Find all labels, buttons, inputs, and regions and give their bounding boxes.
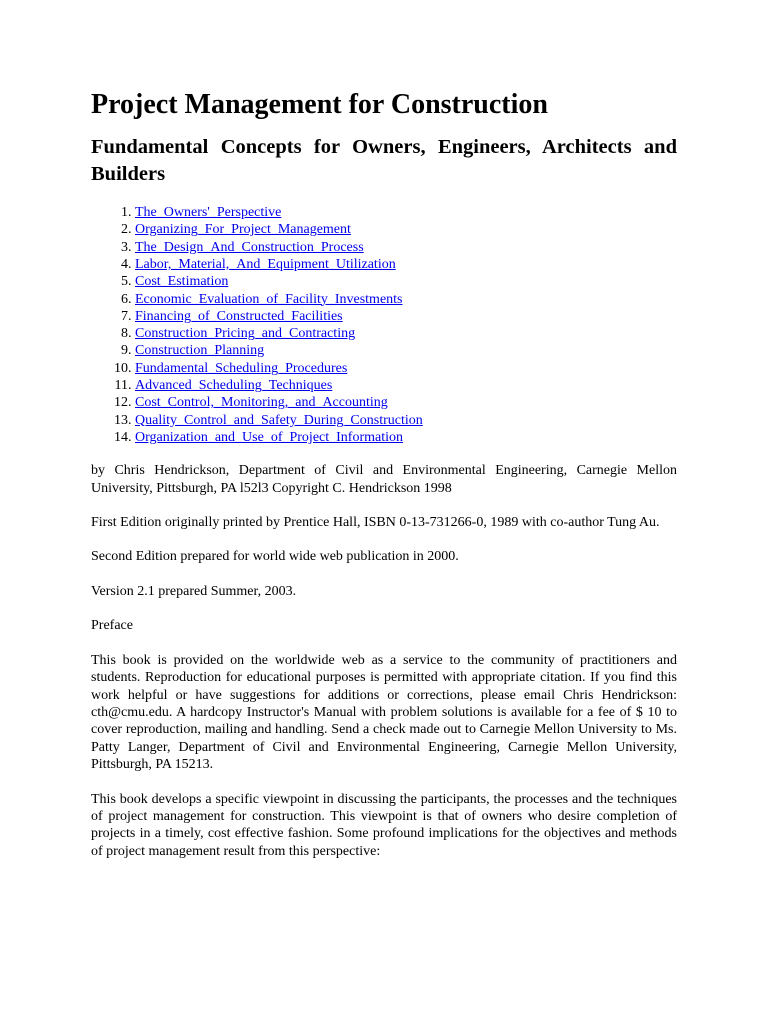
toc-item: [135, 394, 677, 411]
toc-link[interactable]: Financing_of_Constructed_Facilities: [135, 308, 343, 324]
table-of-contents: [91, 204, 677, 446]
toc-link[interactable]: Economic_Evaluation_of_Facility_Investments: [135, 291, 403, 307]
toc-item: [135, 204, 677, 221]
first-edition-note: First Edition originally printed by Prentice Hall, ISBN 0-13-731266-0, 1989 with co-author Tung Au.: [91, 515, 660, 531]
toc-link[interactable]: The_Design_And_Construction_Process: [135, 239, 364, 255]
preface-heading: Preface: [91, 618, 133, 634]
toc-item: [135, 360, 677, 377]
author-byline: by Chris Hendrickson, Department of Civil and Environmental Engineering, Carnegie Mellon University, Pittsburgh, PA l52l3 Copyright C. Hendrickson 1998: [91, 463, 677, 496]
page-subtitle: Fundamental Concepts for Owners, Engineers, Architects and Builders: [91, 135, 677, 185]
toc-link[interactable]: Fundamental_Scheduling_Procedures: [135, 360, 348, 376]
toc-item: [135, 308, 677, 325]
toc-link[interactable]: Organization_and_Use_of_Project_Information: [135, 429, 404, 445]
toc-item: [135, 429, 677, 446]
toc-item: [135, 342, 677, 359]
toc-link[interactable]: Advanced_Scheduling_Techniques: [135, 378, 333, 394]
toc-item: [135, 291, 677, 308]
toc-link[interactable]: Construction_Pricing_and_Contracting: [135, 326, 356, 342]
toc-item: [135, 239, 677, 256]
toc-item: [135, 256, 677, 273]
toc-link[interactable]: Construction_Planning: [135, 343, 265, 359]
toc-item: [135, 273, 677, 290]
toc-item: [135, 377, 677, 394]
toc-link[interactable]: Organizing_For_Project_Management: [135, 222, 351, 238]
toc-link[interactable]: Quality_Control_and_Safety_During_Construction: [135, 412, 423, 428]
toc-link[interactable]: The_Owners'_Perspective: [135, 205, 282, 221]
page-title: Project Management for Construction: [91, 89, 548, 120]
second-edition-note: Second Edition prepared for world wide web publication in 2000.: [91, 549, 459, 565]
toc-link[interactable]: Cost_Estimation: [135, 274, 229, 290]
toc-link[interactable]: Cost_Control,_Monitoring,_and_Accounting: [135, 395, 388, 411]
preface-paragraph-2: This book develops a specific viewpoint in discussing the participants, the processes and the techniques of project management for construction. This viewpoint is that of owners who desire completion of projects in a timely, cost effective fashion. Some profound implications for the objectives and methods of project management result from this perspective:: [91, 791, 677, 859]
preface-paragraph-1: This book is provided on the worldwide web as a service to the community of practitioners and students. Reproduction for educational purposes is permitted with appropriate citation. If you find this work helpful or have suggestions for additions or corrections, please email Chris Hendrickson: cth@cmu.edu. A hardcopy Instructor's Manual with problem solutions is available for a fee of $ 10 to cover reproduction, mailing and handling. Send a check made out to Carnegie Mellon University to Ms. Patty Langer, Department of Civil and Environmental Engineering, Carnegie Mellon University, Pittsburgh, PA 15213.: [91, 652, 677, 773]
toc-link[interactable]: Labor,_Material,_And_Equipment_Utilization: [135, 256, 396, 272]
version-note: Version 2.1 prepared Summer, 2003.: [91, 583, 297, 599]
toc-item: [135, 325, 677, 342]
toc-item: [135, 221, 677, 238]
toc-item: [135, 412, 677, 429]
